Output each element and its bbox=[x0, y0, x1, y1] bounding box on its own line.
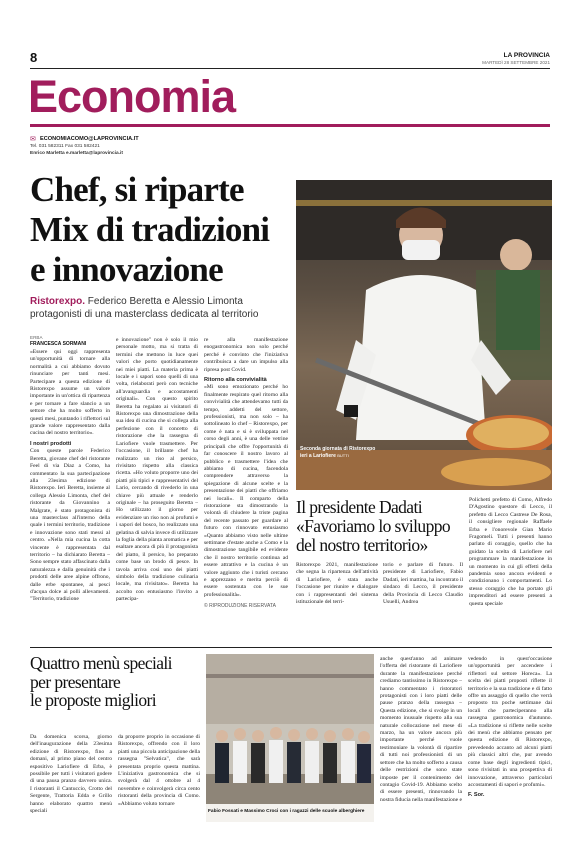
lead-paragraph: e innovazione" non è solo il mio personale motto, ma si tratta di termini che mettono in luce quei valori che porto quotidianamente nei miei piatti. La materia prima è locale e i sapori sono quelli di una volta, rielaborati però con tecniche all'avanguardia e accostamenti originali». Con questo spirito Beretta ha regalato ai visitatori di Ristorexpo una dimostrazione della sua idea di cucina che si collega alla perfezione con il concetto di ristorazione che la rassegna di Lariofiere vuole trasmettere. Per l'occasione, il brillante chef ha realizzato un riso al persico, rivisitato rispetto alla classica ricetta. «Ho voluto proporre uno dei piatti più tipici e rappresentativi del Lario, cercando di rivederlo in una chiave più attuale e renderlo originale – ha proseguito Beretta – Ho utilizzato il giorno per evidenziare un riso non ai profumi e i sapori del bosco, ho realizzato una gelatina di salvia invece di utilizzare la foglia della pianta aromatica e per esaltare ancora di più il protagonista del piatto, il persico, ho preparato come base un brodo di pesce. In tavola arriva così uno dei piatti simbolo della tradizione culinaria locale, ma rivisitato». Beretta ha accolto con entusiasmo l'invito a partecipa- bbox=[116, 337, 198, 603]
group-photo-caption: Fabio Fossati e Massimo Croci con i ragazzi delle scuole alberghiere bbox=[208, 809, 365, 814]
second-column-3 bbox=[469, 497, 552, 642]
third-column-3 bbox=[380, 656, 462, 846]
chef-illustration bbox=[296, 180, 552, 490]
lead-subhead: I nostri prodotti bbox=[30, 440, 72, 447]
lead-summary bbox=[30, 296, 292, 321]
third-headline-line: Quattro menù speciali bbox=[30, 653, 172, 673]
section-underline bbox=[30, 124, 550, 127]
top-rule bbox=[30, 68, 550, 69]
group-illustration bbox=[206, 654, 374, 822]
second-paragraph: Ristorexpo 2021, manifestazione che segna la ripartenza dell'attività di Lariofiere, è stata anche l'occasione per riunire e dialogare con i rappresentanti del sistema istituzionale del terri- bbox=[296, 562, 378, 606]
lead-photo bbox=[296, 180, 552, 490]
section-title: Economia bbox=[28, 71, 236, 122]
lead-kicker: Ristorexpo. bbox=[30, 296, 86, 307]
lead-paragraph: Con queste parole Federico Beretta, giovane chef del ristorante Feel di via Diaz a Como, ha commentato la sua partecipazione alla 23esima edizione di Ristorexpo. Ieri Beretta, insieme al collega Alessio Limonta, chef del ristorante da Giovannino a Malgrate, è stato protagonista di una masterclass all'interno della quale i termini territorio, tradizione e innovazione sono stati messi al centro. «Nella mia cucina la cotta vincente è rappresentata dal territorio – ha dichiarato Beretta – Sono sempre stato affascinato dalla naturalezza e dalla genuinità che i prodotti delle aree alpine offrono, dalle erbe spontanee, ai pesci d'acqua dolce ai polli allevamenti. "Territorio, tradizione bbox=[30, 448, 110, 603]
lead-column-2 bbox=[116, 337, 198, 641]
lead-subhead: Ritorno alla convivialità bbox=[204, 377, 267, 384]
lead-headline-line: e innovazione bbox=[30, 250, 223, 289]
contact-email[interactable]: ECONOMIACOMO@LAPROVINCIA.IT bbox=[40, 136, 139, 142]
lead-column-3 bbox=[204, 337, 288, 641]
byline: FRANCESCA SORMANI bbox=[30, 341, 87, 347]
third-headline-line: le proposte migliori bbox=[30, 690, 157, 710]
lead-summary-line: protagonisti di una masterclass dedicata al territorio bbox=[30, 308, 259, 320]
third-column-1 bbox=[30, 734, 112, 846]
dateline: ERBA bbox=[30, 335, 43, 340]
third-column-2 bbox=[118, 734, 200, 846]
lead-headline bbox=[30, 170, 292, 290]
mid-rule bbox=[30, 647, 552, 648]
copyright-note: © RIPRODUZIONE RISERVATA bbox=[204, 603, 276, 610]
lead-headline-line: Mix di tradizioni bbox=[30, 210, 270, 249]
lead-summary-line: Federico Beretta e Alessio Limonta bbox=[85, 296, 243, 307]
lead-paragraph: «Mi sono emozionato perché ho finalmente respirato quel ritorno alla convivialità che attendevamo tutti da tempo, addetti del settore, professionisti, ma non solo – ha sottolineato lo chef – Ristorexpo, per come è nata e si è sviluppata nel corso degli anni, è una delle vetrine principali che offre l'opportunità di far conoscere il nostro lavoro al pubblico e trasmettere l'idea che abbiamo di cucina, facendola comprendere attraverso la spiegazione di alcune scelte e la presentazione dei piatti che offriamo nei locali». Il comparto della ristorazione sta dimostrando la volontà di chiudere la triste pagina del recente passato per guardare al futuro con rinnovato entusiasmo «Quanto abbiamo visto nelle ultime settimane d'estate anche a Como e la dimostrazione tangibile ed evidente che il nostro territorio continua ad essere attrattivo e la cucina è un valore aggiunto che i turisti cercano e apprezzano e merita perciò di essere sostenuta con le sue professionalità». bbox=[204, 384, 288, 598]
lead-paragraph: re alla manifestazione enogastronomica non solo perché perché è convinto che l'iniziativa contribuisca a dare un impulso alla ripresa post Covid. bbox=[204, 337, 288, 373]
second-paragraph: torio e parlare di futuro. Il presidente di Lariofiere, Fabio Dadati, ieri mattina, ha incontrato il sindaco di Lecco, il presidente della Provincia di Lecco Claudio Usuelli, Andrea bbox=[383, 562, 463, 606]
third-paragraph: da proporre proprio in occasione di Ristorexpo, offrendo con il loro piatti una piccola anticipazione della rassegna "Selvatica", che sarà presentata proprio questa mattina. L'iniziativa gastronomica che si svolgerà dal 4 ottobre al 4 novembre e coinvolgerà circa cento ristoranti della provincia di Como. «Abbiamo voluto tornare bbox=[118, 734, 200, 807]
lead-photo-credit: BUTTI bbox=[337, 452, 349, 458]
second-headline-line: del nostro territorio» bbox=[296, 535, 428, 555]
lead-photo-caption-text: Seconda giornata di Ristorexpo ieri a Lariofiere bbox=[300, 446, 376, 459]
third-headline bbox=[30, 654, 210, 710]
lead-headline-line: Chef, si riparte bbox=[30, 170, 244, 209]
envelope-icon: ✉ bbox=[30, 136, 36, 143]
editor-contact: Enrico Marletta e.marletta@laprovincia.it bbox=[30, 151, 123, 156]
newspaper-name: LA PROVINCIA bbox=[503, 52, 550, 59]
lead-column-1 bbox=[30, 349, 110, 641]
author-signature: F. Sor. bbox=[468, 792, 485, 799]
third-paragraph: anche quest'anno ad animare l'offerta del ristorante di Lariofiere durante la manifestazione perché crediamo tantissimo in Ristorexpo – hanno commentato i ristoratori protagonisti con i loro piatti delle pause pranzo della rassegna – Questa edizione, che si svolge in un momento inusuale rispetto alla sua naturale collocazione nel mese di marzo, ha un valore ancora più importante perché vuole testimoniare la volontà di ripartire di tutti noi professionisti di un settore che ha molto sofferto a causa delle restrizioni che sono state imposte per il contenimento del contagio Covid-19. Abbiamo scelto di essere presenti, rinnovando la nostra fiducia nella manifestazione e bbox=[380, 656, 462, 803]
page-number: 8 bbox=[30, 50, 38, 65]
third-column-4 bbox=[468, 656, 552, 846]
contact-phone: Tel. 031 582311 Fax 031 582421 bbox=[30, 144, 100, 149]
lead-paragraph: «Essere qui oggi rappresenta un'opportunità di tornare alla normalità a cui abbiamo dovuto rinunciare per tanti mesi. Partecipare a questa edizione di Ristorexpo assume un valore importante in un'ottica di ripartenza e per tornare a fare slancio a un settore che ha molto sofferto in questi mesi, puntando i riflettori sul grande valore rappresentato dalla cucina del nostro territorio». bbox=[30, 349, 110, 437]
second-column-1 bbox=[296, 562, 378, 642]
second-paragraph: Polichetti prefetto di Como, Alfredo D'Agostino questore di Lecco, il prefetto di Lecco Castrese De Rosa, il consigliere regionale Raffaele Erba e l'onorevole Gian Mario Fragomeli. Tutti i presenti hanno parlato di coraggio, quello che ha guidato la scelta di Lariofiere nel programmare la manifestazione in un momento in cui gli effetti della pandemia sono ancora evidenti e condizionano i comportamenti. Lo stesso coraggio che ha portato gli imprenditori ad essere presenti a questa speciale bbox=[469, 497, 552, 607]
second-headline-line: Il presidente Dadati bbox=[296, 497, 423, 517]
second-column-2 bbox=[383, 562, 463, 642]
issue-date: MARTEDÌ 28 SETTEMBRE 2021 bbox=[482, 60, 550, 65]
lead-photo-caption bbox=[300, 446, 380, 459]
group-photo bbox=[206, 654, 374, 822]
third-headline-line: per presentare bbox=[30, 671, 121, 692]
second-headline-line: «Favoriamo lo sviluppo bbox=[296, 516, 451, 536]
third-paragraph: vedendo in quest'occasione un'opportunità per accendere i riflettori sul settore Horeca». La scelta dei piatti proposti riflette il territorio e la sua tradizione e di fatto offre un assaggio di quello che verrà proposto tra poche settimane dai locali che parteciperanno alla rassegna gastronomica d'autunno. «La tradizione si riflette nelle scelte dei menù che abbiamo pensato per questa edizione di Ristorexpo, prevedendo accanto ad alcuni piatti più classici altri che, pur avendo come base degli ingredienti tipici, sono rivisitati in una prospettiva di innovazione, attraverso particolari accostamenti di sapori e profumi». bbox=[468, 656, 552, 788]
third-paragraph: Da domenica scorsa, giorno dell'inaugurazione della 23esima edizione di Ristorexpo, fino a domani, al primo piano del centro espositivo Lariofiere di Erba, è possibile per tutti i visitatori godere di una pausa pranzo davvero unica. I ristoranti il Cantuccio, Crotto del Sergente, Trattoria Edda e Grillo hanno elaborato quattro menù speciali bbox=[30, 734, 112, 815]
